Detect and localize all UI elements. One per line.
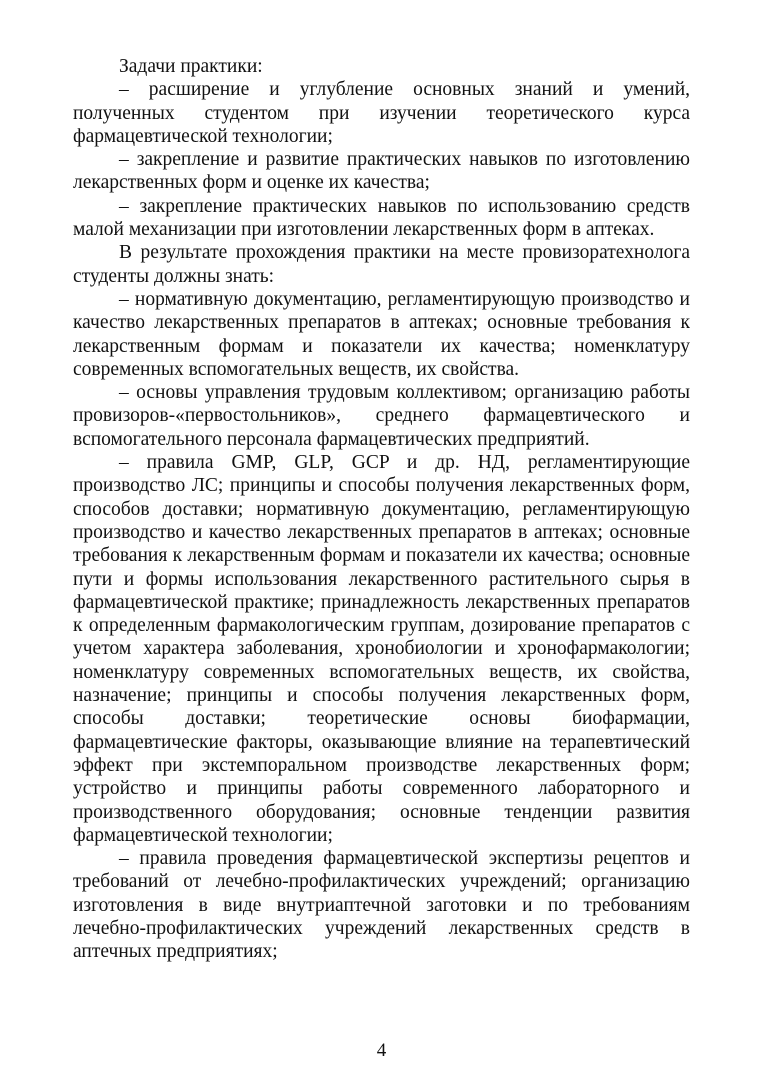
paragraph: – закрепление и развитие практических навыков по изготовлению лекарственных форм и оценке их качества; bbox=[73, 149, 690, 194]
paragraph: – закрепление практических навыков по использованию средств малой механизации при изготовлении лекарственных форм в аптеках. bbox=[73, 195, 690, 241]
page-number: 4 bbox=[376, 1040, 387, 1061]
paragraph: – правила GMP, GLP, GCP и др. НД, регламентирующие производство ЛС; принципы и способы получения лекарственных форм, способов доставки; нормативную документацию, регламентирующую производство и качество лекарственных препаратов в аптеках; основные требования к лекарственным формам и показатели их качества; основные пути и формы использования лекарственного растительного сырья в фармацевтической практике; принадлежность лекарственных препаратов к определенным фармакологическим группам, дозирование препаратов с учетом характера заболевания, хронобиологии и хронофармакологии; номенклатуру современных вспомогательных веществ, их свойства, назначение; принципы и способы получения лекарственных форм, способы доставки; теоретические основы биофармации, фармацевтические факторы, оказывающие влияние на терапевтический эффект при экстемпоральном производстве лекарственных форм; устройство и принципы работы современного лабораторного и производственного оборудования; основные тенденции развития фармацевтической технологии; bbox=[73, 452, 690, 846]
paragraph: – правила проведения фармацевтической экспертизы рецептов и требований от лечебно-профилактических учреждений; организацию изготовления в виде внутриаптечной заготовки и по требованиям лечебно-профилактических учреждений лекарственных средств в аптечных предприятиях; bbox=[73, 848, 690, 963]
body-text bbox=[73, 55, 690, 964]
paragraph-heading: Задачи практики: bbox=[119, 56, 263, 77]
paragraph: В результате прохождения практики на месте провизоратехнолога студенты должны знать: bbox=[73, 242, 690, 287]
paragraph: – основы управления трудовым коллективом; организацию работы провизоров-«первостольников», среднего фармацевтического и вспомогательного персонала фармацевтических предприятий. bbox=[73, 382, 690, 450]
paragraph: – расширение и углубление основных знаний и умений, полученных студентом при изучении теоретического курса фармацевтической технологии; bbox=[73, 79, 690, 147]
paragraph: – нормативную документацию, регламентирующую производство и качество лекарственных препаратов в аптеках; основные требования к лекарственным формам и показатели их качества; номенклатуру современных вспомогательных веществ, их свойства. bbox=[73, 288, 690, 380]
